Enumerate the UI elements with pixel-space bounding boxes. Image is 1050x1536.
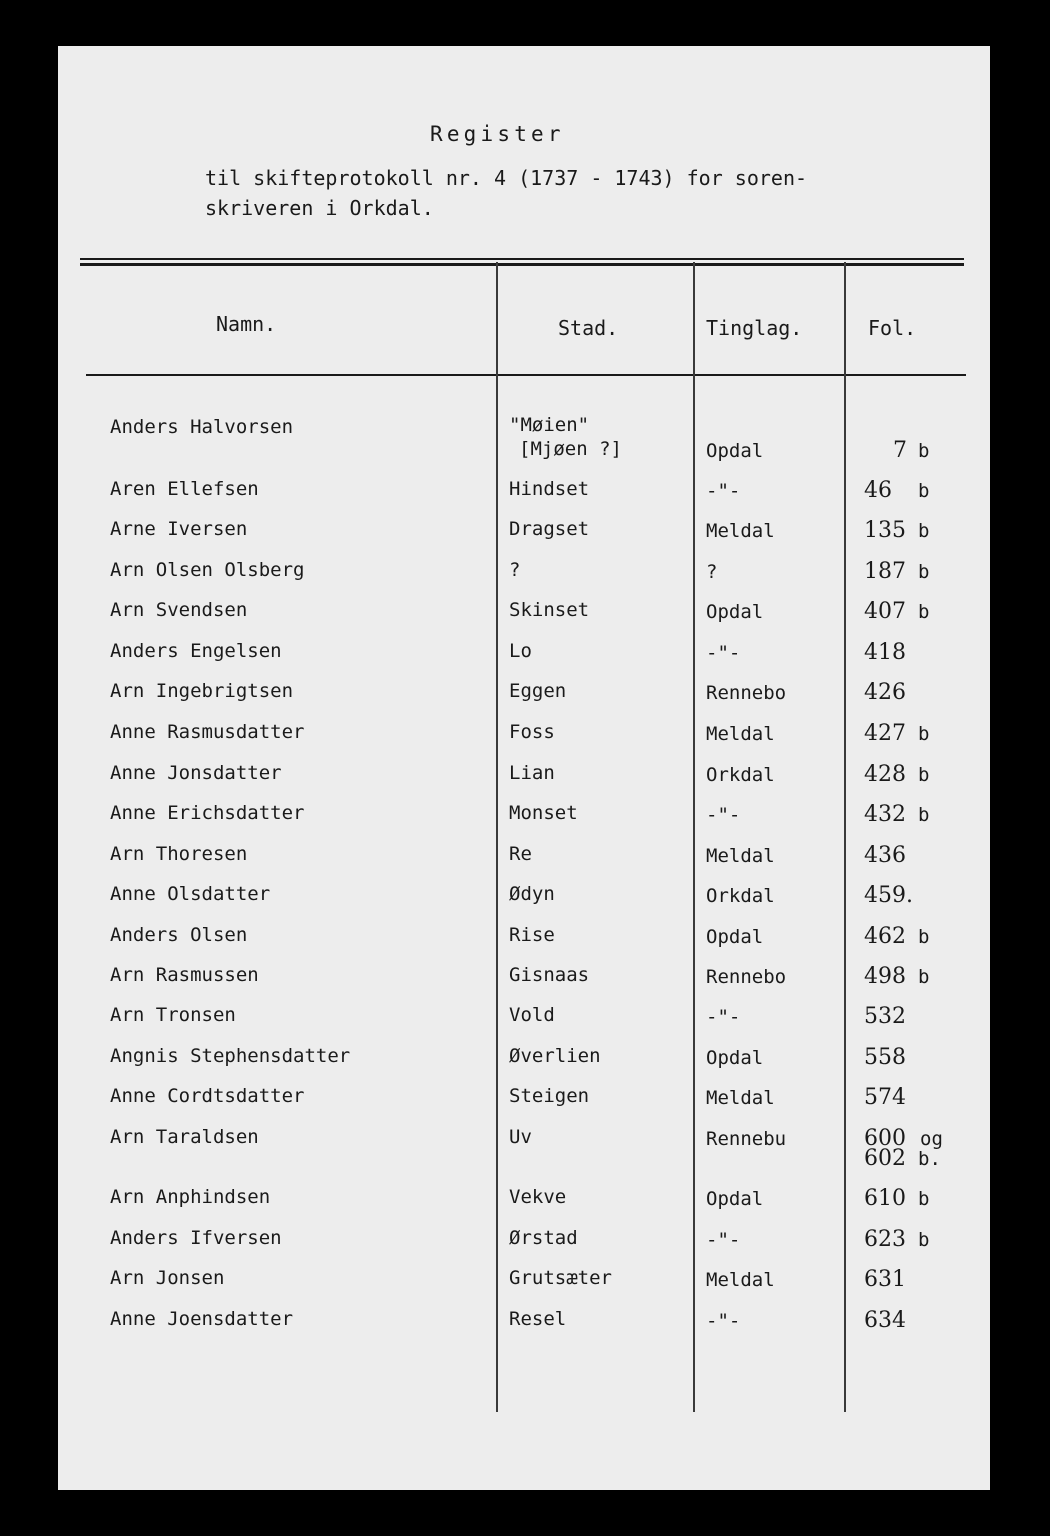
row-place: Foss <box>509 721 555 743</box>
row-folio: 407 <box>864 599 906 624</box>
row-name: Arn Olsen Olsberg <box>110 559 305 581</box>
row-folio: 135 <box>864 518 906 543</box>
row-folio: 634 <box>864 1308 906 1333</box>
row-folio: 574 <box>864 1085 906 1110</box>
row-folio-suffix: b <box>918 804 930 826</box>
row-name: Anders Engelsen <box>110 640 282 662</box>
row-place: Eggen <box>509 680 567 702</box>
row-court: -"- <box>706 804 741 826</box>
row-court: Opdal <box>706 926 764 948</box>
row-folio: 436 <box>864 843 906 868</box>
row-place: Grutsæter <box>509 1267 612 1289</box>
row-name: Arn Svendsen <box>110 599 248 621</box>
row-folio: 459. <box>864 883 913 908</box>
row-place: Vekve <box>509 1186 567 1208</box>
row-place: Gisnaas <box>509 964 590 986</box>
column-header-place: Stad. <box>558 316 619 340</box>
row-folio: 558 <box>864 1045 906 1070</box>
row-place-alt: [Mjøen ?] <box>519 438 622 460</box>
row-folio: 602 <box>864 1146 906 1171</box>
row-court: -"- <box>706 1310 741 1332</box>
row-name: Arne Iversen <box>110 518 248 540</box>
row-name: Aren Ellefsen <box>110 478 259 500</box>
row-place: Dragset <box>509 518 590 540</box>
row-court: Opdal <box>706 1047 764 1069</box>
row-place: Ørstad <box>509 1227 578 1249</box>
row-court: -"- <box>706 1229 741 1251</box>
row-folio: 426 <box>864 680 906 705</box>
row-place: Steigen <box>509 1085 590 1107</box>
row-place: Uv <box>509 1126 532 1148</box>
row-folio-suffix: b. <box>918 1148 941 1170</box>
row-court: -"- <box>706 1006 741 1028</box>
row-name: Arn Ingebrigtsen <box>110 680 294 702</box>
row-court: Opdal <box>706 440 764 462</box>
row-name: Arn Tronsen <box>110 1004 236 1026</box>
row-place: Vold <box>509 1004 555 1026</box>
column-header-court: Tinglag. <box>706 316 803 340</box>
row-name: Arn Jonsen <box>110 1267 225 1289</box>
row-court: -"- <box>706 642 741 664</box>
row-court: Rennebu <box>706 1128 787 1150</box>
column-header-folio: Fol. <box>868 316 917 340</box>
row-court: Meldal <box>706 1269 775 1291</box>
row-court: Opdal <box>706 601 764 623</box>
row-place: Re <box>509 843 532 865</box>
row-name: Anne Olsdatter <box>110 883 271 905</box>
row-name: Arn Rasmussen <box>110 964 259 986</box>
row-place: Lo <box>509 640 532 662</box>
row-court: Rennebo <box>706 966 787 988</box>
row-folio-suffix: b <box>918 520 930 542</box>
row-place: Rise <box>509 924 555 946</box>
row-folio-suffix: b <box>918 601 930 623</box>
page-title: Register <box>430 122 565 146</box>
row-name: Arn Anphindsen <box>110 1186 271 1208</box>
column-divider <box>496 262 498 1412</box>
column-divider <box>693 262 695 1412</box>
row-place: Øverlien <box>509 1045 601 1067</box>
row-name: Anders Ifversen <box>110 1227 282 1249</box>
row-name: Angnis Stephensdatter <box>110 1045 351 1067</box>
header-rule <box>86 374 966 376</box>
row-folio: 532 <box>864 1004 906 1029</box>
row-name: Anne Erichsdatter <box>110 802 305 824</box>
row-place: Monset <box>509 802 578 824</box>
row-court: Orkdal <box>706 885 775 907</box>
row-folio: 46 <box>864 478 892 503</box>
row-place: "Møien" <box>509 414 590 436</box>
row-folio: 462 <box>864 924 906 949</box>
top-rule <box>80 258 964 260</box>
column-header-name: Namn. <box>216 312 277 336</box>
row-name: Anne Rasmusdatter <box>110 721 305 743</box>
row-folio-suffix: b <box>918 764 930 786</box>
row-folio: 631 <box>864 1267 906 1292</box>
row-court: ? <box>706 561 718 583</box>
row-name: Anne Joensdatter <box>110 1308 294 1330</box>
row-court: Orkdal <box>706 764 775 786</box>
row-folio: 187 <box>864 559 906 584</box>
row-court: Meldal <box>706 520 775 542</box>
row-folio: 7 <box>893 438 907 463</box>
row-place: Lian <box>509 762 555 784</box>
row-folio: 418 <box>864 640 906 665</box>
row-folio-suffix: b <box>918 480 930 502</box>
top-rule-thick <box>80 263 964 266</box>
row-place: Ødyn <box>509 883 555 905</box>
row-name: Anne Cordtsdatter <box>110 1085 305 1107</box>
row-court: Meldal <box>706 845 775 867</box>
row-place: ? <box>509 559 521 581</box>
row-folio: 623 <box>864 1227 906 1252</box>
row-folio-suffix: b <box>918 561 930 583</box>
row-court: Meldal <box>706 723 775 745</box>
row-folio-suffix: b <box>918 926 930 948</box>
row-place: Hindset <box>509 478 590 500</box>
row-name: Anders Olsen <box>110 924 248 946</box>
subtitle-line-2: skriveren i Orkdal. <box>205 196 434 220</box>
row-name: Anne Jonsdatter <box>110 762 282 784</box>
row-folio: 498 <box>864 964 906 989</box>
row-folio: 428 <box>864 762 906 787</box>
row-court: Opdal <box>706 1188 764 1210</box>
row-folio-suffix: og <box>920 1128 943 1150</box>
row-court: -"- <box>706 480 741 502</box>
row-folio: 610 <box>864 1186 906 1211</box>
row-folio-suffix: b <box>918 966 930 988</box>
row-place: Skinset <box>509 599 590 621</box>
row-folio-suffix: b <box>918 1229 930 1251</box>
subtitle-line-1: til skifteprotokoll nr. 4 (1737 - 1743) for soren- <box>205 166 808 190</box>
document-page <box>58 46 990 1490</box>
row-name: Arn Taraldsen <box>110 1126 259 1148</box>
row-court: Rennebo <box>706 682 787 704</box>
row-name: Arn Thoresen <box>110 843 248 865</box>
row-folio-suffix: b <box>918 440 930 462</box>
row-name: Anders Halvorsen <box>110 416 294 438</box>
row-folio: 600 <box>864 1126 906 1151</box>
row-court: Meldal <box>706 1087 775 1109</box>
row-folio: 432 <box>864 802 906 827</box>
column-divider <box>844 262 846 1412</box>
row-folio-suffix: b <box>918 723 930 745</box>
row-folio-suffix: b <box>918 1188 930 1210</box>
row-folio: 427 <box>864 721 906 746</box>
row-place: Resel <box>509 1308 567 1330</box>
